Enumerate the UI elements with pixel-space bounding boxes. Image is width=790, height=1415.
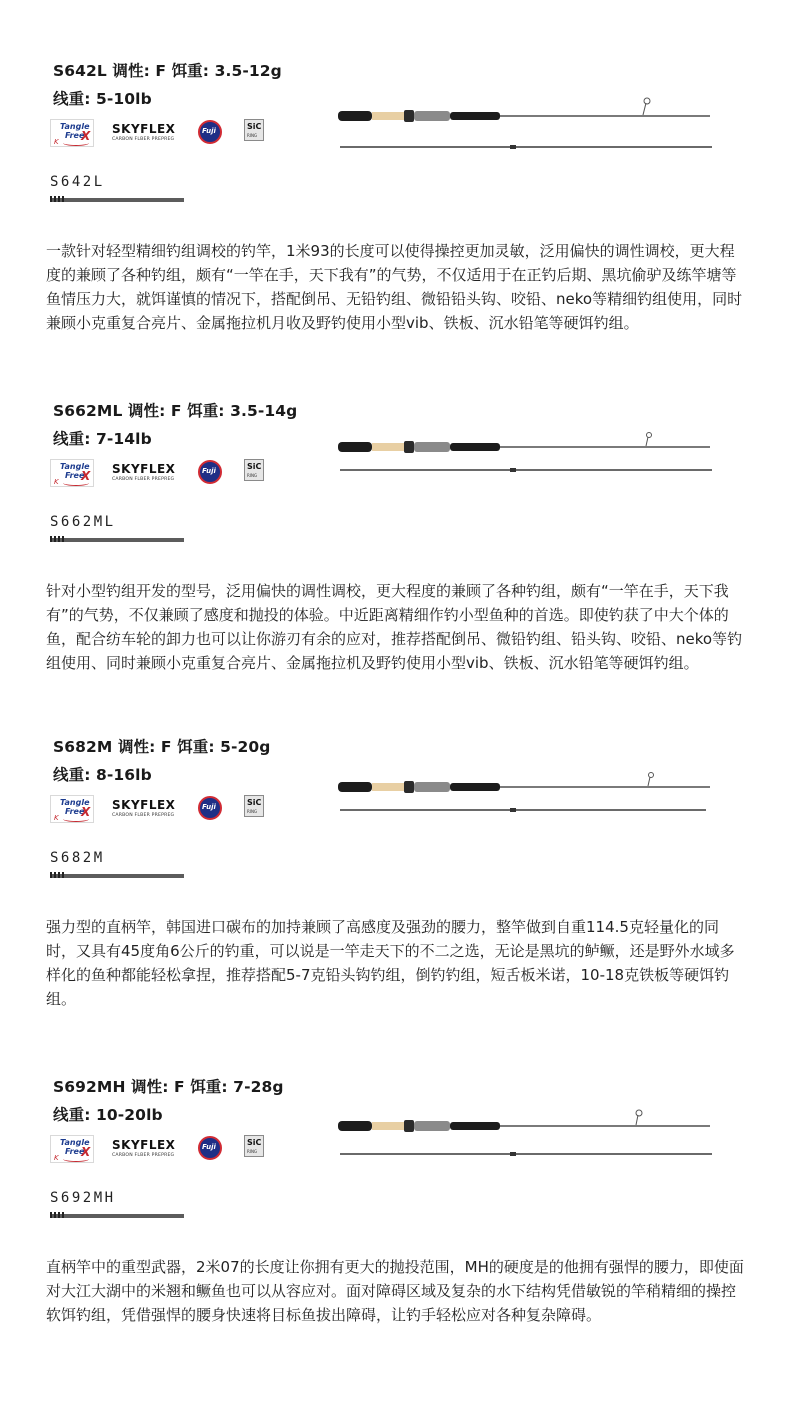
spec-line-2: 线重: 7-14lb [53,430,152,448]
fuji-logo: Fuji [198,120,222,144]
skyflex-logo: SKYFLEX CARBON FLBER PREPREG [112,798,176,818]
skyflex-logo: SKYFLEX CARBON FLBER PREPREG [112,1138,176,1158]
fuji-logo: Fuji [198,1136,222,1160]
model-name: S642L [50,174,105,190]
spec-line-1: S642L 调性: F 饵重: 3.5-12g [53,62,282,80]
model-name: S682M [50,850,105,866]
model-underline-bar [50,536,188,542]
product-section-s692mh [0,1075,790,1415]
spec-line-1: S662ML 调性: F 饵重: 3.5-14g [53,402,298,420]
tangle-free-logo: Tangle Free K X [50,1135,94,1163]
model-name: S692MH [50,1190,116,1206]
product-description: 强力型的直柄竿，韩国进口碳布的加持兼顾了高感度及强劲的腰力，整竿做到自重114.5克轻量化的同时，又具有45度角6公斤的钓重，可以说是一竿走天下的不二之选，无论是黑坑的鲈鳜，还是野外水域多样化的鱼种都能轻松拿捏，推荐搭配5-7克铅头钩钓组，倒钓钓组，短舌板米诺，10-18克铁板等硬饵钓组。 [46,918,735,1008]
model-name: S662ML [50,514,116,530]
tangle-free-logo: Tangle Free K X [50,119,94,147]
model-underline-bar [50,196,188,202]
rod-image [330,765,720,825]
rod-image [330,429,720,489]
sic-ring-logo: SiC RING [244,119,264,141]
model-underline-bar [50,1212,188,1218]
product-section-s682m [0,735,790,1075]
spec-line-2: 线重: 10-20lb [53,1106,163,1124]
feature-logos [50,458,280,490]
fuji-logo: Fuji [198,460,222,484]
feature-logos [50,118,280,150]
spec-line-1: S682M 调性: F 饵重: 5-20g [53,738,271,756]
rod-image [330,89,720,149]
skyflex-logo: SKYFLEX CARBON FLBER PREPREG [112,462,176,482]
spec-line-2: 线重: 8-16lb [53,766,152,784]
feature-logos [50,1134,280,1166]
product-description: 针对小型钓组开发的型号，泛用偏快的调性调校，更大程度的兼顾了各种钓组，颇有“一竿在手，天下我有”的气势，不仅兼顾了感度和抛投的体验。中近距离精细作钓小型鱼种的首选。即使钓获了中大个体的鱼，配合纺车轮的卸力也可以让你游刃有余的应对，推荐搭配倒吊、微铅钓组、铅头钩、咬铅、neko等钓组使用、同时兼顾小克重复合亮片、金属拖拉机及野钓使用小型vib、铁板、沉水铅笔等硬饵钓组。 [46,582,743,672]
fuji-logo: Fuji [198,796,222,820]
product-section-s662ml [0,399,790,739]
sic-ring-logo: SiC RING [244,795,264,817]
sic-ring-logo: SiC RING [244,1135,264,1157]
feature-logos [50,794,280,826]
product-section-s642l [0,59,790,399]
model-underline-bar [50,872,188,878]
skyflex-logo: SKYFLEX CARBON FLBER PREPREG [112,122,176,142]
spec-line-2: 线重: 5-10lb [53,90,152,108]
rod-image [330,1105,720,1165]
sic-ring-logo: SiC RING [244,459,264,481]
tangle-free-logo: Tangle Free K X [50,459,94,487]
tangle-free-logo: Tangle Free K X [50,795,94,823]
product-description: 直柄竿中的重型武器，2米07的长度让你拥有更大的抛投范围，MH的硬度是的他拥有强悍的腰力，即使面对大江大湖中的米翘和鳜鱼也可以从容应对。面对障碍区域及复杂的水下结构凭借敏锐的竿稍精细的操控软饵钓组，凭借强悍的腰身快速将目标鱼拔出障碍，让钓手轻松应对各种复杂障碍。 [46,1258,744,1324]
spec-line-1: S692MH 调性: F 饵重: 7-28g [53,1078,284,1096]
product-description: 一款针对轻型精细钓组调校的钓竿，1米93的长度可以使得操控更加灵敏，泛用偏快的调性调校，更大程度的兼顾了各种钓组，颇有“一竿在手，天下我有”的气势，不仅适用于在正钓后期、黑坑偷驴及练竿塘等鱼情压力大，就饵谨慎的情况下，搭配倒吊、无铅钓组、微铅铅头钩、咬铅、neko等精细钓组使用，同时兼顾小克重复合亮片、金属拖拉机月收及野钓使用小型vib、铁板、沉水铅笔等硬饵钓组。 [46,242,743,332]
